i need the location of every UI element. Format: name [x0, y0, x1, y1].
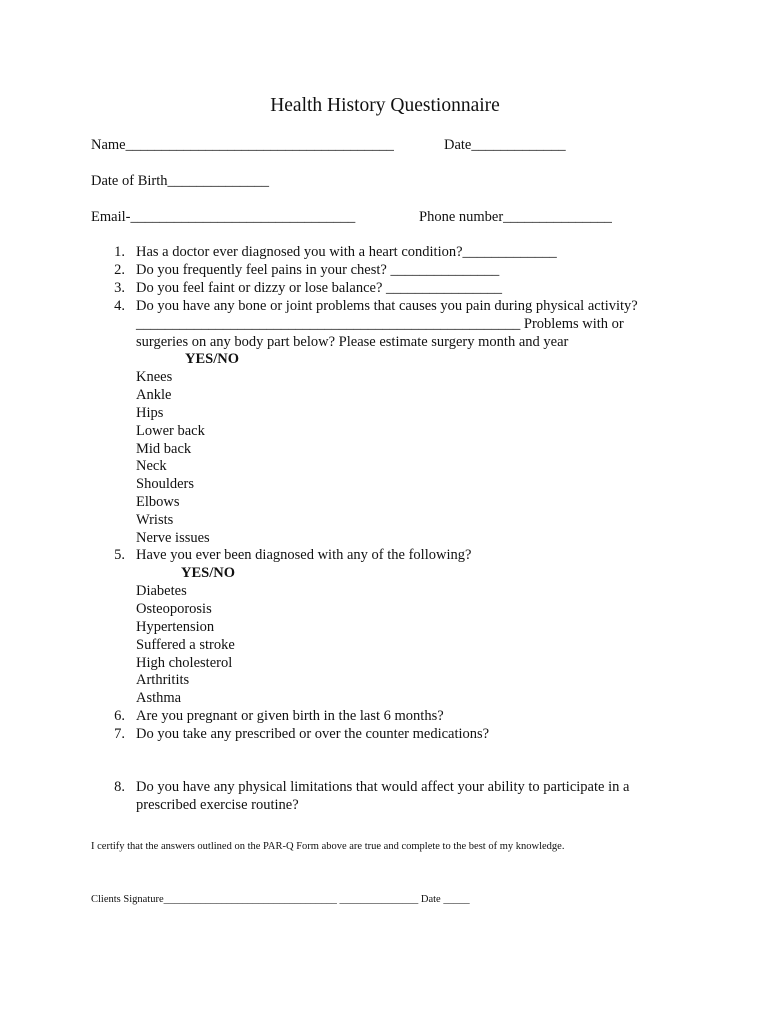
- question-5-text: Have you ever been diagnosed with any of the following?: [136, 547, 472, 563]
- question-number: 7.: [114, 726, 125, 742]
- date-field[interactable]: Date_____________: [444, 137, 566, 153]
- question-7-text[interactable]: Do you take any prescribed or over the counter medications?: [136, 726, 490, 742]
- question-2-text[interactable]: Do you frequently feel pains in your chest? _______________: [136, 262, 500, 278]
- client-signature-field[interactable]: Clients Signature_________________________________ _______________ Date _____: [91, 894, 470, 905]
- condition-option[interactable]: Hypertension: [136, 619, 215, 635]
- date-of-birth-field[interactable]: Date of Birth______________: [91, 173, 270, 189]
- condition-option[interactable]: Diabetes: [136, 583, 187, 599]
- certification-statement: I certify that the answers outlined on the PAR-Q Form above are true and complete to the best of my knowledge.: [91, 841, 565, 852]
- page-title: Health History Questionnaire: [270, 95, 500, 116]
- phone-number-field[interactable]: Phone number_______________: [419, 209, 612, 225]
- question-4-line-2[interactable]: _____________________________________________________ Problems with or: [136, 316, 624, 332]
- question-number: 8.: [114, 779, 125, 795]
- question-number: 6.: [114, 708, 125, 724]
- question-4-line-1: Do you have any bone or joint problems that causes you pain during physical activity?: [136, 298, 638, 314]
- question-5-yes-no-header: YES/NO: [181, 565, 235, 581]
- question-1-text[interactable]: Has a doctor ever diagnosed you with a heart condition?_____________: [136, 244, 557, 260]
- body-part-option[interactable]: Ankle: [136, 387, 172, 403]
- condition-option[interactable]: Arthritits: [136, 672, 190, 688]
- question-8-line-1[interactable]: Do you have any physical limitations that would affect your ability to participate in a: [136, 779, 630, 795]
- question-number: 3.: [114, 280, 125, 296]
- condition-option[interactable]: Asthma: [136, 690, 182, 706]
- body-part-option[interactable]: Hips: [136, 405, 164, 421]
- body-part-option[interactable]: Lower back: [136, 423, 205, 439]
- question-number: 5.: [114, 547, 125, 563]
- question-4-line-3: surgeries on any body part below? Please estimate surgery month and year: [136, 334, 569, 350]
- question-number: 2.: [114, 262, 125, 278]
- question-3-text[interactable]: Do you feel faint or dizzy or lose balance? ________________: [136, 280, 503, 296]
- body-part-option[interactable]: Nerve issues: [136, 530, 210, 546]
- condition-option[interactable]: Osteoporosis: [136, 601, 212, 617]
- question-4-yes-no-header: YES/NO: [185, 351, 239, 367]
- question-number: 4.: [114, 298, 125, 314]
- body-part-option[interactable]: Elbows: [136, 494, 180, 510]
- condition-option[interactable]: Suffered a stroke: [136, 637, 235, 653]
- body-part-option[interactable]: Wrists: [136, 512, 174, 528]
- question-number: 1.: [114, 244, 125, 260]
- body-part-option[interactable]: Shoulders: [136, 476, 194, 492]
- question-6-text[interactable]: Are you pregnant or given birth in the last 6 months?: [136, 708, 444, 724]
- name-field[interactable]: Name_____________________________________: [91, 137, 394, 153]
- condition-option[interactable]: High cholesterol: [136, 655, 233, 671]
- body-part-option[interactable]: Knees: [136, 369, 173, 385]
- body-part-option[interactable]: Neck: [136, 458, 167, 474]
- body-part-option[interactable]: Mid back: [136, 441, 192, 457]
- question-8-line-2: prescribed exercise routine?: [136, 797, 299, 813]
- email-field[interactable]: Email-_______________________________: [91, 209, 356, 225]
